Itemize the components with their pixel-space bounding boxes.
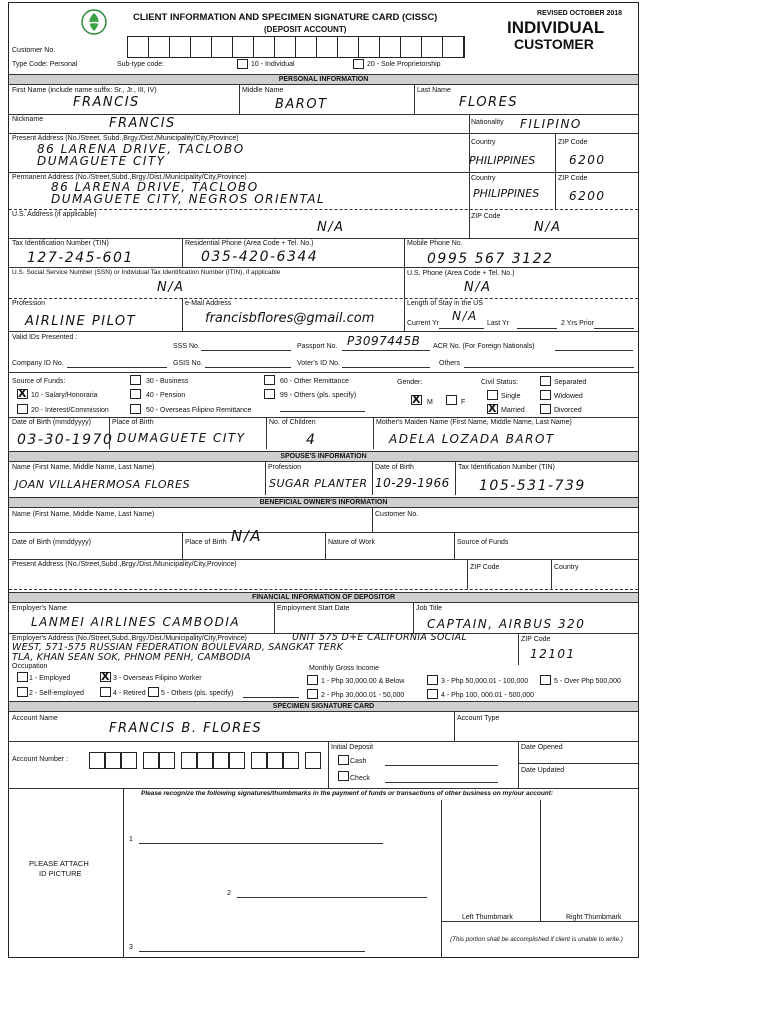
children-value[interactable]: 4 [306, 432, 317, 448]
male-mark: X [412, 393, 421, 406]
occ4-checkbox[interactable] [100, 687, 111, 697]
type-code-label: Type Code: Personal [12, 61, 78, 68]
sf40-checkbox[interactable] [130, 389, 141, 399]
res-phone-label: Residential Phone (Area Code + Tel. No.) [185, 240, 314, 247]
acct-digit-8[interactable] [213, 752, 229, 769]
sf40-label: 40 - Pension [146, 392, 186, 399]
job-title-value[interactable]: CAPTAIN, AIRBUS 320 [427, 617, 586, 631]
section-beneficial: BENEFICIAL OWNER'S INFORMATION [9, 497, 638, 508]
us-phone-value[interactable]: N/A [464, 280, 492, 295]
occ3-label: 3 - Overseas Filipino Worker [113, 675, 202, 682]
customer-no-label: Customer No. [12, 47, 56, 54]
voters-label: Voter's ID No. [297, 360, 340, 367]
signature-line-1[interactable] [139, 843, 383, 844]
sss-label: SSS No. [173, 343, 200, 350]
stay-2yrs-label: 2 Yrs Prior [561, 320, 594, 327]
acct-digit-13[interactable] [305, 752, 321, 769]
section-spouse: SPOUSE'S INFORMATION [9, 451, 638, 462]
acct-digit-1[interactable] [89, 752, 105, 769]
bo-customer-no-label: Customer No. [375, 511, 419, 518]
bank-logo [81, 9, 107, 35]
sf60-checkbox[interactable] [264, 375, 275, 385]
emp-address-line2[interactable]: WEST, 571-575 RUSSIAN FEDERATION BOULEVARD, SANGKAT TERK [12, 642, 344, 653]
occ1-label: 1 - Employed [29, 675, 71, 682]
subtype-label: Sub-type code: [117, 61, 165, 68]
present-address-line1[interactable]: 86 LARENA DRIVE, TACLOBO [37, 142, 245, 156]
form-subtitle: (DEPOSIT ACCOUNT) [264, 25, 347, 34]
left-thumbmark-label: Left Thumbmark [462, 914, 513, 921]
male-label: M [427, 399, 433, 406]
spouse-profession-value[interactable]: SUGAR PLANTER [269, 477, 368, 490]
bo-address-label: Present Address (No./Street,Subd.,Brgy./Dist./Municipality/City,Province) [12, 561, 237, 568]
spouse-name-value[interactable]: JOAN VILLAHERMOSA FLORES [15, 478, 191, 491]
company-id-label: Company ID No. [12, 360, 64, 367]
account-name-label: Account Name [12, 715, 58, 722]
civil-status-label: Civil Status: [481, 379, 518, 386]
passport-label: Passport No. [297, 343, 338, 350]
us-zip-value[interactable]: N/A [534, 220, 562, 235]
sf50-checkbox[interactable] [130, 404, 141, 414]
spouse-profession-label: Profession [268, 464, 302, 471]
email-value[interactable]: francisbflores@gmail.com [205, 311, 375, 326]
us-phone-label: U.S. Phone (Area Code + Tel. No.) [407, 270, 515, 277]
start-date-label: Employment Start Date [277, 605, 350, 612]
date-updated-label: Date Updated [521, 767, 565, 774]
nationality-value[interactable]: FILIPINO [520, 117, 582, 131]
spouse-dob-label: Date of Birth [375, 464, 414, 471]
spouse-dob-value[interactable]: 10-29-1966 [375, 476, 450, 490]
emp-address-line3[interactable]: TLA, KHAN SEAN SOK, PHNOM PENH, CAMBODIA [12, 652, 251, 663]
inc1-label: 1 - Php 30,000.00 & Below [321, 678, 405, 685]
bo-zip-label: ZIP Code [470, 564, 500, 571]
middle-name-label: Middle Name [242, 87, 284, 94]
account-name-value[interactable]: FRANCIS B. FLORES [109, 721, 263, 736]
right-thumbmark-label: Right Thumbmark [566, 914, 622, 921]
bo-source-label: Source of Funds [457, 539, 509, 546]
permanent-country-value[interactable]: PHILIPPINES [473, 187, 540, 200]
present-address-line2[interactable]: DUMAGUETE CITY [37, 154, 166, 168]
pob-value[interactable]: DUMAGUETE CITY [117, 431, 246, 445]
section-financial: FINANCIAL INFORMATION OF DEPOSITOR [9, 592, 638, 603]
emp-address-label: Employer's Address (No./Street,Subd.,Brgy./Dist./Municipality/City,Province) [12, 635, 247, 642]
single-checkbox[interactable] [487, 390, 498, 400]
widowed-label: Widowed [554, 393, 583, 400]
sf60-label: 60 - Other Remittance [280, 378, 349, 385]
stay-value[interactable]: N/A [452, 309, 478, 323]
opt20-checkbox[interactable] [353, 59, 364, 69]
revised-date: REVISED OCTOBER 2018 [537, 10, 623, 17]
opt20-label: 20 - Sole Proprietorship [367, 61, 441, 68]
customer-type-2: CUSTOMER [514, 36, 594, 52]
source-funds-label: Source of Funds: [12, 378, 66, 385]
acct-digit-11[interactable] [267, 752, 283, 769]
sf99-checkbox[interactable] [264, 389, 275, 399]
occ4-label: 4 - Retired [113, 690, 146, 697]
us-address-value[interactable]: N/A [317, 220, 345, 235]
permanent-address-line1[interactable]: 86 LARENA DRIVE, TACLOBO [51, 180, 259, 194]
sf30-label: 30 - Business [146, 378, 189, 385]
acct-digit-10[interactable] [251, 752, 267, 769]
spouse-tin-label: Tax Identification Number (TIN) [458, 464, 555, 471]
pob-label: Place of Birth [112, 419, 154, 426]
mobile-label: Mobile Phone No. [407, 240, 463, 247]
inc2-label: 2 - Php 30,000.01 - 50,000 [321, 692, 405, 699]
sf10-mark: X [18, 387, 27, 400]
spouse-tin-value[interactable]: 105-531-739 [479, 478, 586, 494]
permanent-address-label: Permanent Address (No./Street,Subd.,Brgy./Dist./Municipality/City,Province) [12, 174, 247, 181]
mobile-value[interactable]: 0995 567 3122 [427, 251, 554, 267]
middle-name-value[interactable]: BAROT [275, 97, 328, 112]
separated-label: Separated [554, 379, 587, 386]
occupation-label: Occupation [12, 663, 48, 670]
permanent-country-label: Country [471, 175, 496, 182]
email-label: e-Mail Address [185, 300, 232, 307]
divorced-label: Divorced [554, 407, 582, 414]
acct-digit-7[interactable] [197, 752, 213, 769]
occ2-checkbox[interactable] [17, 687, 28, 697]
occ5-label: 5 - Others (pls. specify) [161, 690, 234, 697]
bo-name-label: Name (First Name, Middle Name, Last Name) [12, 511, 155, 518]
inc3-label: 3 - Php 50,000.01 - 100,000 [441, 678, 529, 685]
cash-checkbox[interactable] [338, 755, 349, 765]
bo-dob-label: Date of Birth (mmddyyyy) [12, 539, 91, 546]
profession-value[interactable]: AIRLINE PILOT [25, 314, 137, 329]
occ5-checkbox[interactable] [148, 687, 159, 697]
occ1-checkbox[interactable] [17, 672, 28, 682]
thumbmark-note: (This portion shall be accomplished if client is unable to write.) [450, 936, 623, 943]
acct-digit-3[interactable] [121, 752, 137, 769]
us-zip-label: ZIP Code [471, 213, 501, 220]
acct-digit-6[interactable] [181, 752, 197, 769]
permanent-address-line2[interactable]: DUMAGUETE CITY, NEGROS ORIENTAL [51, 192, 326, 206]
separated-checkbox[interactable] [540, 376, 551, 386]
recognize-text: Please recognize the following signatures/thumbmarks in the payment of funds or transactions of other business on my/our account: [141, 790, 554, 797]
signature-line-2[interactable] [237, 897, 427, 898]
ssn-label: U.S. Social Service Number (SSN) or Individual Tax Identification Number (ITIN), if applicable [12, 269, 281, 276]
children-label: No. of Children [269, 419, 316, 426]
acct-digit-2[interactable] [105, 752, 121, 769]
sf30-checkbox[interactable] [130, 375, 141, 385]
opt10-checkbox[interactable] [237, 59, 248, 69]
spouse-name-label: Name (First Name, Middle Name, Last Name) [12, 464, 155, 471]
cash-label: Cash [350, 758, 367, 765]
employer-label: Employer's Name [12, 605, 68, 612]
inc3-checkbox[interactable] [427, 675, 438, 685]
check-label: Check [350, 775, 370, 782]
section-specimen: SPECIMEN SIGNATURE CARD [9, 701, 638, 712]
emp-address-line1[interactable]: UNIT 575 D+E CALIFORNIA SOCIAL [292, 632, 468, 643]
present-zip-label: ZIP Code [558, 139, 588, 146]
others-label: Others [439, 360, 461, 367]
attach-photo-line1: PLEASE ATTACH [29, 859, 89, 868]
sig-2-number: 2 [227, 890, 231, 897]
acct-digit-9[interactable] [229, 752, 245, 769]
widowed-checkbox[interactable] [540, 390, 551, 400]
inc2-checkbox[interactable] [307, 689, 318, 699]
present-zip-value[interactable]: 6200 [569, 153, 606, 167]
sf99-label: 99 - Others (pls. specify) [280, 392, 357, 399]
female-checkbox[interactable] [446, 395, 457, 405]
opt10-label: 10 - Individual [251, 61, 295, 68]
inc1-checkbox[interactable] [307, 675, 318, 685]
emp-zip-label: ZIP Code [521, 636, 551, 643]
valid-ids-label: Valid IDs Presented : [12, 334, 78, 341]
form-title: CLIENT INFORMATION AND SPECIMEN SIGNATURE CARD (CISSC) [133, 12, 438, 23]
customer-no-boxes[interactable] [127, 36, 465, 58]
bo-nature-label: Nature of Work [328, 539, 375, 546]
dob-value[interactable]: 03-30-1970 [17, 432, 114, 448]
stay-last-label: Last Yr [487, 320, 510, 327]
account-number-label: Account Number : [12, 756, 69, 763]
inc5-checkbox[interactable] [540, 675, 551, 685]
mother-label: Mother's Maiden Name (First Name, Middle Name, Last Name) [376, 419, 572, 426]
initial-deposit-label: Initial Deposit [331, 744, 374, 751]
date-opened-label: Date Opened [521, 744, 563, 751]
nationality-label: Nationality [471, 119, 504, 126]
tin-value[interactable]: 127-245-601 [27, 250, 134, 266]
single-label: Single [501, 393, 521, 400]
occ3-mark: X [101, 670, 110, 683]
signature-line-3[interactable] [139, 951, 365, 952]
permanent-zip-value[interactable]: 6200 [569, 189, 606, 203]
res-phone-value[interactable]: 035-420-6344 [201, 249, 319, 265]
permanent-zip-label: ZIP Code [558, 175, 588, 182]
first-name-value[interactable]: FRANCIS [73, 95, 140, 110]
account-type-label: Account Type [457, 715, 500, 722]
inc5-label: 5 - Over Php 500,000 [554, 678, 621, 685]
dob-label: Date of Birth (mmddyyyy) [12, 419, 91, 426]
sf20-label: 20 - Interest/Commission [31, 407, 109, 414]
nickname-value[interactable]: FRANCIS [109, 116, 176, 131]
passport-value[interactable]: P3097445B [347, 334, 421, 348]
check-checkbox[interactable] [338, 771, 349, 781]
sf20-checkbox[interactable] [17, 404, 28, 414]
income-label: Monthly Gross Income [309, 665, 380, 672]
first-name-label: First Name (include name suffix: Sr., Jr., III, IV) [12, 87, 157, 94]
divorced-checkbox[interactable] [540, 404, 551, 414]
attach-photo-line2: ID PICTURE [39, 869, 82, 878]
sig-3-number: 3 [129, 944, 133, 951]
inc4-checkbox[interactable] [427, 689, 438, 699]
ssn-value[interactable]: N/A [157, 280, 185, 295]
married-label: Married [501, 407, 525, 414]
sf50-label: 50 - Overseas Filipino Remittance [146, 407, 252, 414]
gsis-label: GSIS No. [173, 360, 203, 367]
employer-value[interactable]: LANMEI AIRLINES CAMBODIA [31, 615, 241, 629]
emp-zip-value[interactable]: 12101 [530, 647, 576, 661]
female-label: F [461, 399, 466, 406]
section-personal: PERSONAL INFORMATION [9, 74, 638, 85]
mother-value[interactable]: ADELA LOZADA BAROT [389, 432, 555, 446]
profession-label: Profession [12, 300, 46, 307]
last-name-value[interactable]: FLORES [459, 95, 519, 110]
cissc-form [8, 2, 639, 958]
sf10-label: 10 - Salary/Honoraria [31, 392, 98, 399]
inc4-label: 4 - Php 100, 000.01 - 500,000 [441, 692, 535, 699]
present-country-value[interactable]: PHILIPPINES [469, 154, 536, 167]
married-mark: X [488, 402, 497, 415]
acct-digit-5[interactable] [159, 752, 175, 769]
stay-label: Length of Stay in the US [407, 300, 483, 307]
customer-type-1: INDIVIDUAL [507, 18, 605, 37]
bo-na-value[interactable]: N/A [231, 527, 263, 545]
last-name-label: Last Name [417, 87, 451, 94]
stay-current-label: Current Yr [407, 320, 440, 327]
bo-country-label: Country [554, 564, 579, 571]
bo-pob-label: Place of Birth [185, 539, 227, 546]
sig-1-number: 1 [129, 836, 133, 843]
present-address-label: Present Address (No./Street, Subd.,Brgy./Dist./Municipality/City,Province) [12, 135, 239, 142]
acct-digit-4[interactable] [143, 752, 159, 769]
job-title-label: Job Title [416, 605, 443, 612]
tin-label: Tax Identification Number (TIN) [12, 240, 109, 247]
acr-label: ACR No. (For Foreign Nationals) [433, 343, 535, 350]
acct-digit-12[interactable] [283, 752, 299, 769]
gender-label: Gender: [397, 379, 423, 386]
nickname-label: Nickname [12, 116, 44, 123]
present-country-label: Country [471, 139, 496, 146]
occ2-label: 2 - Self-employed [29, 690, 84, 697]
us-address-label: U.S. Address (if applicable) [12, 211, 97, 218]
